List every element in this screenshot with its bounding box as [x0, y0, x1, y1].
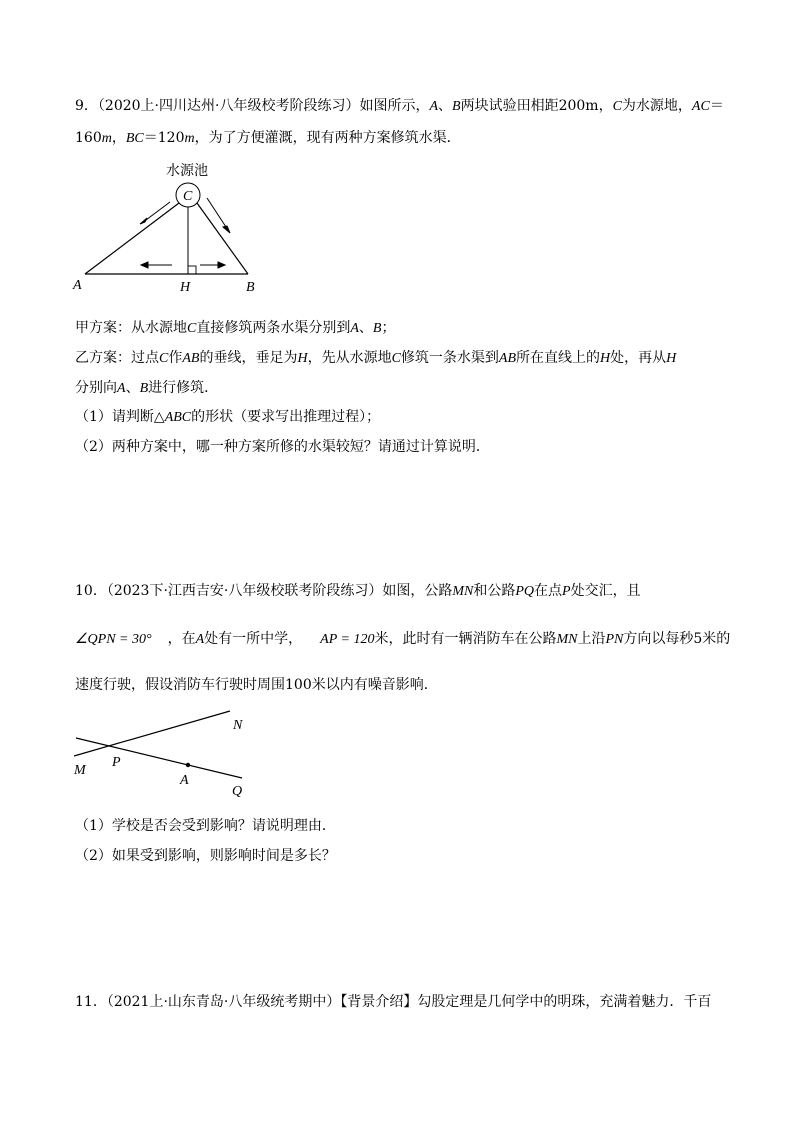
- sep: ，: [111, 130, 126, 146]
- q9-triangle-figure: [70, 158, 270, 298]
- q10-source: （2023下·江西吉安·八年级校联考阶段练习）: [106, 583, 383, 599]
- q10-number: 10．: [75, 583, 107, 599]
- q9-plan-yi-2: [75, 378, 218, 399]
- var-ABC: ABC: [164, 410, 192, 425]
- q9-subquestion-1: [75, 407, 380, 428]
- right-angle-mark: [188, 266, 196, 274]
- q10-text: 方向以每秒5米的: [623, 631, 731, 647]
- q10-text: 米，此时有一辆消防车在公路: [374, 631, 557, 647]
- var-H: H: [600, 351, 611, 366]
- fig-label-P: P: [112, 755, 121, 770]
- q9-text: （1）请判断△: [75, 409, 165, 425]
- fig-label-water-source: 水源池: [166, 164, 208, 179]
- q10-text: 处交汇，且: [570, 583, 641, 599]
- sep: 、: [125, 380, 140, 396]
- var-MN: MN: [452, 584, 474, 599]
- var-A: A: [429, 99, 439, 114]
- q9-source: （2020上·四川达州·八年级校考阶段练习）: [97, 98, 360, 114]
- q9-text: 为水源地，: [621, 98, 692, 114]
- var-PN: PN: [605, 632, 624, 647]
- q9-text: 作: [168, 350, 183, 366]
- school-point-A: [186, 763, 190, 767]
- q9-text: 的垂线，垂足为: [199, 350, 298, 366]
- road-PQ: [76, 738, 242, 778]
- arrow-to-B: [207, 198, 228, 230]
- q10-text: 和公路: [473, 583, 516, 599]
- flow-arrows: [140, 198, 230, 268]
- var-BC: BC: [125, 131, 144, 146]
- var-B: B: [452, 99, 461, 114]
- road-MN: [74, 711, 230, 756]
- q11-source: （2021上·山东青岛·八年级统考期中）: [106, 994, 341, 1010]
- var-A: A: [117, 381, 126, 396]
- var-P: P: [562, 584, 571, 599]
- q9-number: 9．: [75, 98, 98, 114]
- fig-label-H: H: [180, 280, 191, 295]
- sep: ；: [381, 320, 396, 336]
- q10-line1: [75, 581, 641, 602]
- var-C: C: [612, 99, 622, 114]
- fig-label-A: A: [180, 773, 189, 788]
- segment-BC: [197, 203, 248, 274]
- q9-plan-jia: [75, 318, 395, 339]
- var-C: C: [187, 321, 197, 336]
- var-B: B: [139, 381, 149, 396]
- q10-line2: [75, 629, 730, 650]
- sep: 、: [358, 320, 373, 336]
- arrow-head: [223, 226, 230, 233]
- fig-label-N: N: [233, 718, 243, 733]
- q10-text: 上沿: [577, 631, 606, 647]
- var-H: H: [297, 351, 308, 366]
- q9-subquestion-2: （2）两种方案中，哪一种方案所修的水渠较短？请通过计算说明．: [75, 439, 490, 455]
- q10-roads-figure: [70, 706, 270, 802]
- var-C: C: [391, 351, 401, 366]
- q9-text: ，先从水源地: [307, 350, 392, 366]
- q11-number: 11．: [75, 994, 107, 1010]
- q10-line3: 速度行驶，假设消防车行驶时周围100米以内有噪音影响．: [75, 677, 438, 693]
- q10-text: 在点: [534, 583, 563, 599]
- var-AC: AC: [691, 99, 710, 114]
- q9-text: 处，再从: [610, 350, 667, 366]
- q9-line2: [75, 128, 461, 149]
- length-AP: AP = 120: [320, 632, 375, 647]
- var-H: H: [666, 351, 677, 366]
- q9-text: ，为了方便灌溉，现有两种方案修筑水渠．: [194, 130, 461, 146]
- q9-text: 的形状（要求写出推理过程）；: [191, 409, 381, 425]
- fig-label-A: A: [73, 278, 82, 293]
- q11-text: 【背景介绍】勾股定理是几何学中的明珠，充满着魅力．千百: [340, 994, 712, 1010]
- var-C: C: [159, 351, 169, 366]
- q10-text: ，在: [167, 631, 196, 647]
- q9-text: 两块试验田相距200m，: [460, 98, 613, 114]
- arrow-head: [141, 262, 148, 268]
- var-AB: AB: [498, 351, 517, 366]
- q11-line1: [75, 992, 711, 1012]
- var-A: A: [195, 632, 205, 647]
- q9-text: 所在直线上的: [516, 350, 601, 366]
- fig-label-M: M: [74, 763, 86, 778]
- arrow-head: [140, 218, 147, 224]
- sep: 、: [438, 98, 453, 114]
- arrow-head: [218, 262, 225, 268]
- q9-text: 160: [75, 130, 102, 146]
- q9-text: 甲方案：从水源地: [75, 320, 187, 336]
- q9-line1: [75, 96, 724, 117]
- q9-text: 分别向: [75, 380, 117, 396]
- var-MN: MN: [556, 632, 578, 647]
- q9-text: 进行修筑．: [148, 380, 219, 396]
- q10-subquestion-1: （1）学校是否会受到影响？请说明理由．: [75, 818, 336, 834]
- q9-plan-yi-1: [75, 348, 676, 369]
- q9-text: 修筑一条水渠到: [400, 350, 499, 366]
- unit-m: m: [101, 131, 112, 146]
- q9-text: 如图所示，: [359, 98, 430, 114]
- unit-m: m: [184, 131, 195, 146]
- q10-text: 处有一所中学，: [204, 631, 303, 647]
- fig-label-B: B: [246, 280, 255, 295]
- fig-label-Q: Q: [232, 784, 243, 799]
- angle-QPN: ∠QPN = 30°: [75, 632, 152, 647]
- fig-label-C: C: [183, 189, 193, 204]
- var-B: B: [372, 321, 382, 336]
- equals: ＝: [709, 98, 724, 114]
- q10-subquestion-2: （2）如果受到影响，则影响时间是多长？: [75, 848, 336, 864]
- q9-text: 直接修筑两条水渠分别到: [196, 320, 351, 336]
- var-PQ: PQ: [515, 584, 535, 599]
- segment-AC: [85, 203, 179, 274]
- q9-text: ＝120: [143, 130, 185, 146]
- q10-text: 如图，公路: [382, 583, 453, 599]
- var-A: A: [350, 321, 359, 336]
- var-AB: AB: [182, 351, 200, 366]
- q9-text: 乙方案：过点: [75, 350, 159, 366]
